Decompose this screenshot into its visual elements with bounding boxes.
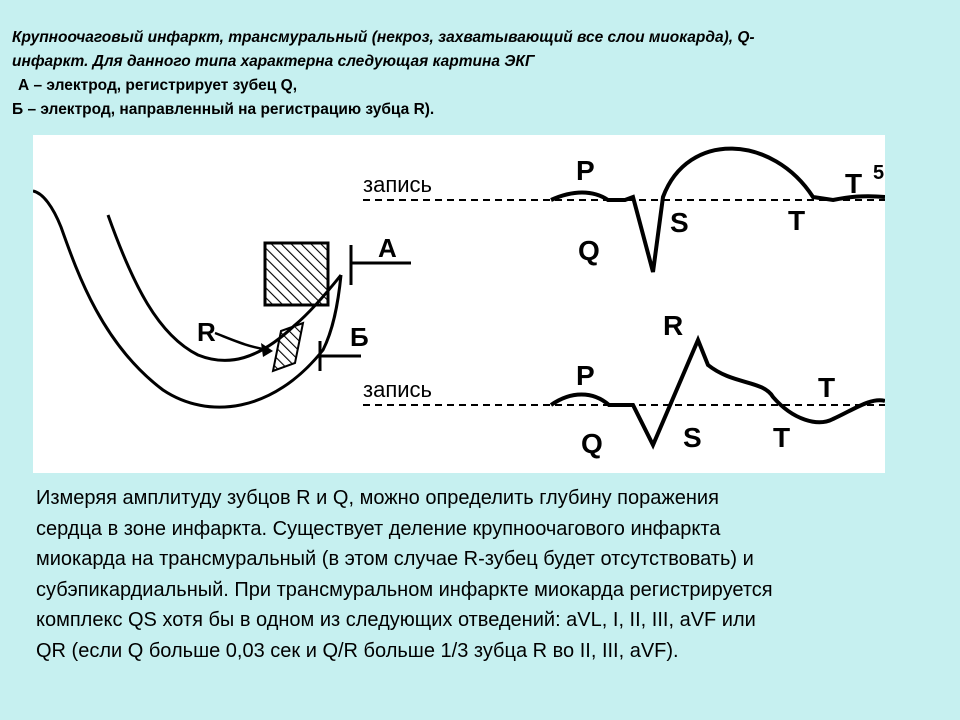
heart-r-label: R (197, 317, 216, 347)
infarct-zone-small (273, 323, 303, 371)
top-q-label: Q (578, 235, 600, 266)
ecg-diagram-svg (33, 135, 885, 473)
body-line-1: Измеряя амплитуду зубцов R и Q, можно определить глубину поражения (36, 487, 719, 509)
bottom-r-label: R (663, 310, 684, 341)
top-ecg-trace (551, 149, 885, 272)
bottom-s-label: S (683, 422, 702, 453)
r-arrow (215, 333, 269, 350)
body-line-6: QR (если Q больше 0,03 сек и Q/R больше 1/3 зубца R во II, III, aVF). (36, 639, 679, 662)
bottom-q-label: Q (581, 428, 603, 459)
header-line-1: Крупноочаговый инфаркт, трансмуральный (некроз, захватывающий все слои миокарда), Q- (12, 29, 755, 46)
electrode-b-label: Б (350, 322, 369, 352)
electrode-a-label: А (378, 233, 397, 263)
slide-header (12, 26, 942, 122)
bottom-t2-label: T (818, 372, 836, 403)
body-line-5: комплекс QS хотя бы в одном из следующих отведений: aVL, I, II, III, aVF или (36, 609, 756, 631)
top-t2-label: T (845, 168, 863, 199)
body-line-3: миокарда на трансмуральный (в этом случае R-зубец будет отсутствовать) и (36, 548, 754, 570)
ecg-diagram (33, 135, 885, 473)
header-line-3: А – электрод, регистрирует зубец Q, (18, 77, 297, 94)
top-t1-label: T (788, 205, 806, 236)
header-line-2: инфаркт. Для данного типа характерна следующая картина ЭКГ (12, 53, 535, 70)
bottom-t1-label: T (773, 422, 791, 453)
top-s-label: S (670, 207, 689, 238)
header-line-4: Б – электрод, направленный на регистрацию зубца R). (12, 101, 435, 118)
infarct-zone-transmural (265, 243, 328, 305)
slide-body (36, 483, 936, 666)
top-p-label: P (576, 155, 595, 186)
body-line-4: субэпикардиальный. При трансмуральном инфаркте миокарда регистрируется (36, 578, 773, 601)
bottom-p-label: P (576, 360, 595, 391)
bottom-record-label: запись (363, 377, 432, 402)
body-line-2: сердца в зоне инфаркта. Существует деление крупноочагового инфаркта (36, 517, 721, 540)
top-edge-label: 5 (873, 162, 885, 184)
top-record-label: запись (363, 172, 432, 197)
